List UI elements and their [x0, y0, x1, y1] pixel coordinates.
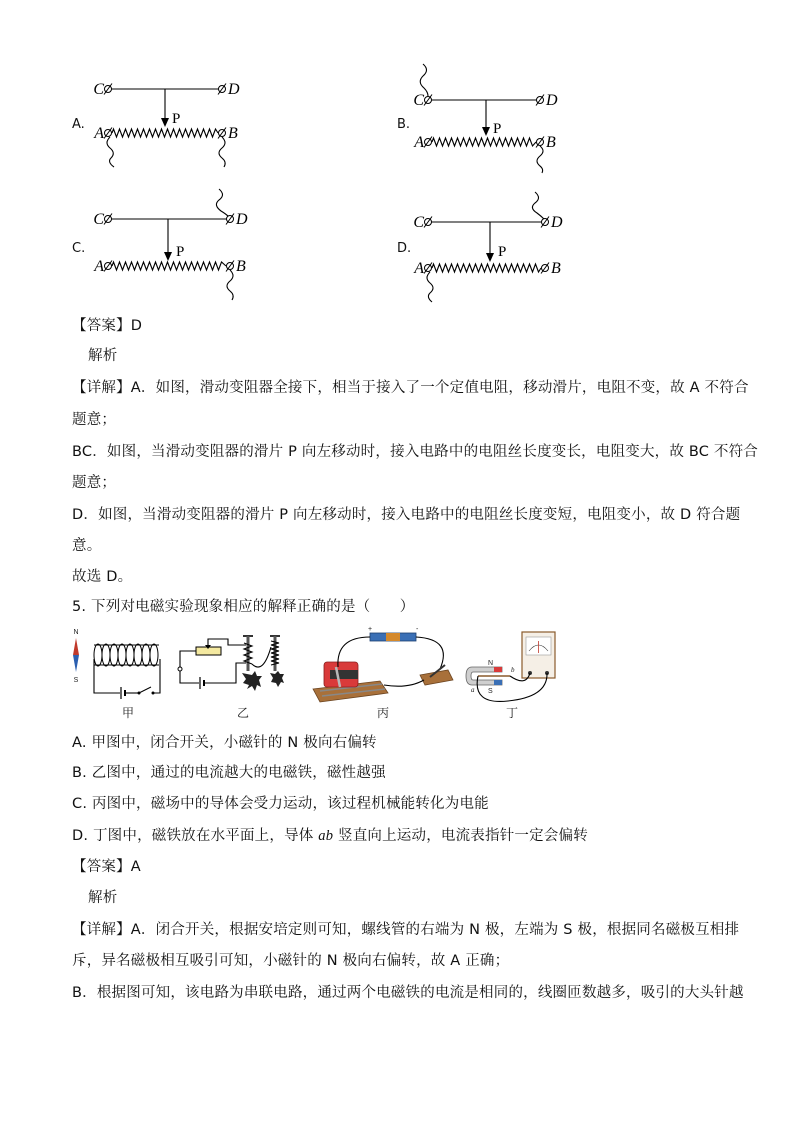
slider-p-label: P: [493, 121, 502, 137]
q5-option-c: C. 丙图中，磁场中的导体会受力运动，该过程机械能转化为电能: [72, 796, 489, 812]
slider-p-label: P: [498, 244, 507, 260]
terminal-a-label: A: [414, 260, 424, 277]
q4-explanation-line: BC．如图，当滑动变阻器的滑片 P 向左移动时，接入电路中的电阻丝长度变长，电阻变大，故 BC 不符合: [72, 444, 759, 460]
slider-arrow: [482, 127, 490, 136]
circuit-wire: [204, 663, 246, 683]
compass-s-label: S: [73, 677, 79, 684]
terminal-d: [541, 217, 549, 228]
figure-ding-caption: 丁: [505, 706, 519, 720]
circuit-wire: [384, 680, 424, 686]
figure-jia: [73, 629, 160, 720]
circuit-wire: [208, 639, 246, 647]
circuit-wire: [252, 647, 271, 667]
magnet-gap: [330, 670, 358, 679]
q4-explanation-line: 【详解】A．如图，滑动变阻器全接下，相当于接入了一个定值电阻，移动滑片，电阻不变，故 A 不符合: [72, 380, 749, 396]
terminal-d: [218, 84, 226, 95]
q5-option-b: B. 乙图中，通过的电流越大的电磁铁，磁性越强: [72, 765, 386, 781]
conductor-b-label: b: [511, 666, 515, 674]
terminal-d-label: D: [551, 214, 563, 231]
option-b-label: B.: [397, 117, 411, 132]
q4-explanation-line: 题意；: [72, 412, 117, 428]
q4-explanation-line: 故选 D。: [72, 569, 133, 585]
terminal-a-label: A: [94, 258, 104, 275]
terminal-d: [536, 95, 544, 106]
figure-jia-caption: 甲: [121, 706, 135, 720]
lead-wire-b: [227, 270, 233, 300]
figure-bing-caption: 丙: [376, 706, 390, 720]
terminal-a-label: A: [414, 134, 424, 151]
figure-ding: [466, 632, 555, 720]
q4-explanation-line: 意。: [72, 538, 102, 554]
terminal-a: [104, 128, 112, 139]
q5-option-a: A. 甲图中，闭合开关，小磁针的 N 极向右偏转: [72, 735, 377, 751]
terminal-b-label: B: [228, 125, 238, 142]
electromagnet-right: [270, 636, 280, 671]
electromagnet-left: [243, 636, 253, 671]
terminal-d-label: D: [228, 81, 240, 98]
terminal-a: [104, 261, 112, 272]
slider-arrow: [164, 252, 172, 261]
terminal-b: [218, 128, 226, 139]
rheostat-diagram-a: [68, 70, 248, 175]
compass-n-label: N: [73, 629, 79, 636]
resistance-wire: [112, 262, 226, 270]
slider-p-label: P: [176, 244, 185, 260]
conductor-a-label: a: [471, 686, 475, 694]
compass-needle-south: [73, 655, 79, 672]
switch-lever: [139, 687, 151, 693]
terminal-c: [104, 84, 112, 95]
terminal-b: [226, 261, 234, 272]
q5-explanation-line: 【详解】A．闭合开关，根据安培定则可知，螺线管的右端为 N 极，左端为 S 极，根据同名磁极互相排: [72, 922, 740, 938]
slider-arrow: [161, 118, 169, 127]
terminal-c-label: C: [93, 211, 104, 228]
q4-explanation-line: D．如图，当滑动变阻器的滑片 P 向左移动时，接入电路中的电阻丝长度变短，电阻变小，故 D 符合题: [72, 507, 741, 523]
terminal-a: [424, 137, 432, 148]
solenoid: [94, 644, 159, 666]
battery-plus-label: +: [368, 626, 373, 633]
terminal-c-label: C: [93, 81, 104, 98]
q5-option-d-conductor: ab: [318, 828, 334, 844]
magnet-s-label: S: [488, 688, 493, 695]
lead-wire-b: [219, 137, 225, 167]
terminal-c: [104, 214, 112, 225]
circuit-wire: [180, 651, 199, 683]
slider-arrow: [486, 253, 494, 262]
terminal-c: [424, 217, 432, 228]
q4-answer: 【答案】D: [72, 318, 143, 334]
terminal-b-label: B: [551, 260, 561, 277]
figure-bing: [313, 626, 453, 720]
magnet-n-label: N: [488, 660, 494, 667]
lead-wire-d: [216, 189, 229, 217]
lead-wire-b: [537, 146, 543, 173]
terminal-c-label: C: [413, 214, 424, 231]
magnet-s-pole: [494, 680, 502, 685]
q4-explanation-line: 题意；: [72, 475, 117, 491]
figure-yi: [178, 636, 284, 720]
resistance-wire: [432, 138, 536, 146]
terminal-c-label: C: [413, 92, 424, 109]
battery-minus-label: -: [416, 626, 419, 633]
q5-option-d: [72, 827, 588, 845]
rheostat-diagram-d: [395, 188, 565, 306]
resistance-wire: [432, 264, 541, 272]
lead-wire-d: [532, 192, 544, 219]
option-d-label: D.: [397, 241, 412, 256]
resistance-wire: [112, 129, 218, 137]
q4-analysis-heading: 解析: [88, 348, 118, 364]
q5-explanation-line: B．根据图可知，该电路为串联电路，通过两个电磁铁的电流是相同的，线圈匝数越多，吸引的大头针越: [72, 985, 744, 1001]
lead-wire-a: [427, 272, 433, 302]
option-c-label: C.: [72, 241, 86, 256]
pins-cluster-right: [270, 671, 284, 687]
terminal-d-label: D: [546, 92, 558, 109]
pins-cluster-left: [242, 671, 262, 691]
terminal-a: [424, 263, 432, 274]
circuit-wire: [416, 637, 443, 669]
terminal-b-label: B: [546, 134, 556, 151]
terminal-a-label: A: [94, 125, 104, 142]
battery-band: [386, 633, 400, 641]
terminal-b-label: B: [236, 258, 246, 275]
compass-needle-north: [73, 638, 79, 655]
terminal-b: [541, 263, 549, 274]
terminal-d-label: D: [236, 211, 248, 228]
slider-p-label: P: [172, 111, 181, 127]
q5-option-d-text: D. 丁图中，磁铁放在水平面上，导体: [72, 828, 319, 844]
terminal-c: [424, 95, 432, 106]
q5-figure-strip: [68, 625, 568, 725]
q5-explanation-line: 斥，异名磁极相互吸引可知，小磁针的 N 极向右偏转，故 A 正确；: [72, 953, 510, 969]
figure-yi-caption: 乙: [236, 706, 250, 720]
q5-stem: 5. 下列对电磁实验现象相应的解释正确的是（ ）: [72, 599, 415, 615]
terminal-b: [536, 137, 544, 148]
lead-wire-a: [107, 137, 114, 167]
magnet-n-pole: [494, 667, 502, 672]
switch-contact: [178, 667, 182, 671]
q5-analysis-heading: 解析: [88, 890, 118, 906]
q5-answer: 【答案】A: [72, 859, 141, 875]
q5-option-d-text: 竖直向上运动，电流表指针一定会偏转: [333, 828, 588, 844]
rheostat-diagram-c: [68, 185, 248, 305]
option-a-label: A.: [72, 117, 85, 132]
rheostat-diagram-b: [395, 60, 565, 178]
